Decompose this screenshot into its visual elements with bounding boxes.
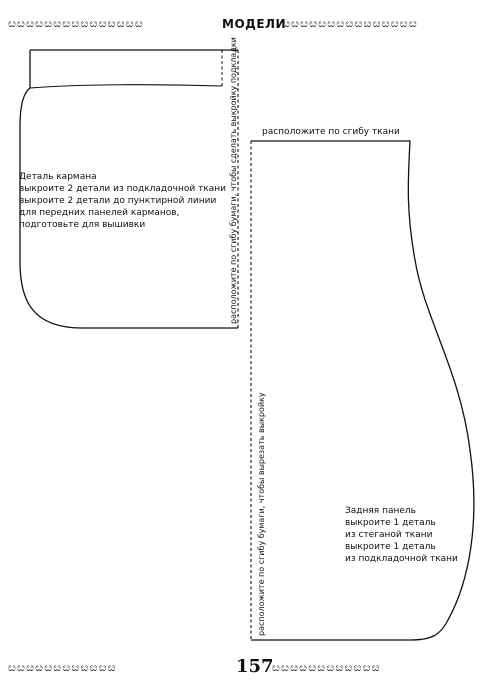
- back-panel-line-5: из подкладочной ткани: [345, 554, 458, 564]
- back-panel-title: Задняя панель: [345, 506, 416, 516]
- page-title: МОДЕЛИ: [222, 17, 287, 31]
- pocket-piece-line-5: подготовьте для вышивки: [19, 220, 146, 230]
- page-number: 157: [236, 656, 274, 677]
- pocket-piece-line-3: выкроите 2 детали до пунктирной линии: [19, 196, 217, 206]
- footer-ornament-left: ೞೞೞೞೞೞೞೞೞೞೞೞ: [8, 660, 117, 674]
- pocket-piece-line-4: для передних панелей карманов,: [19, 208, 180, 218]
- back-panel-top-note: расположите по сгибу ткани: [262, 127, 400, 137]
- back-panel-line-2: выкроите 1 деталь: [345, 518, 436, 528]
- footer-ornament-right: ೞೞೞೞೞೞೞೞೞೞೞೞ: [272, 660, 381, 674]
- pocket-fold-note: расположите по сгибу бумаги, чтобы сделать выкройку подкладки: [229, 37, 238, 324]
- back-panel-outline: [251, 141, 474, 640]
- pocket-piece-line-2: выкроите 2 детали из подкладочной ткани: [19, 184, 227, 194]
- back-panel-line-3: из стеганой ткани: [345, 530, 433, 540]
- header-ornament-right: ೞೞೞೞೞೞೞೞೞೞೞೞೞೞೞ: [282, 16, 418, 30]
- back-panel-line-4: выкроите 1 деталь: [345, 542, 436, 552]
- header-ornament-left: ೞೞೞೞೞೞೞೞೞೞೞೞೞೞೞ: [8, 16, 144, 30]
- back-panel-fold-note: расположите по сгибу бумаги, чтобы вырезать выкройку: [257, 392, 266, 636]
- pocket-piece-title: Деталь кармана: [19, 172, 97, 182]
